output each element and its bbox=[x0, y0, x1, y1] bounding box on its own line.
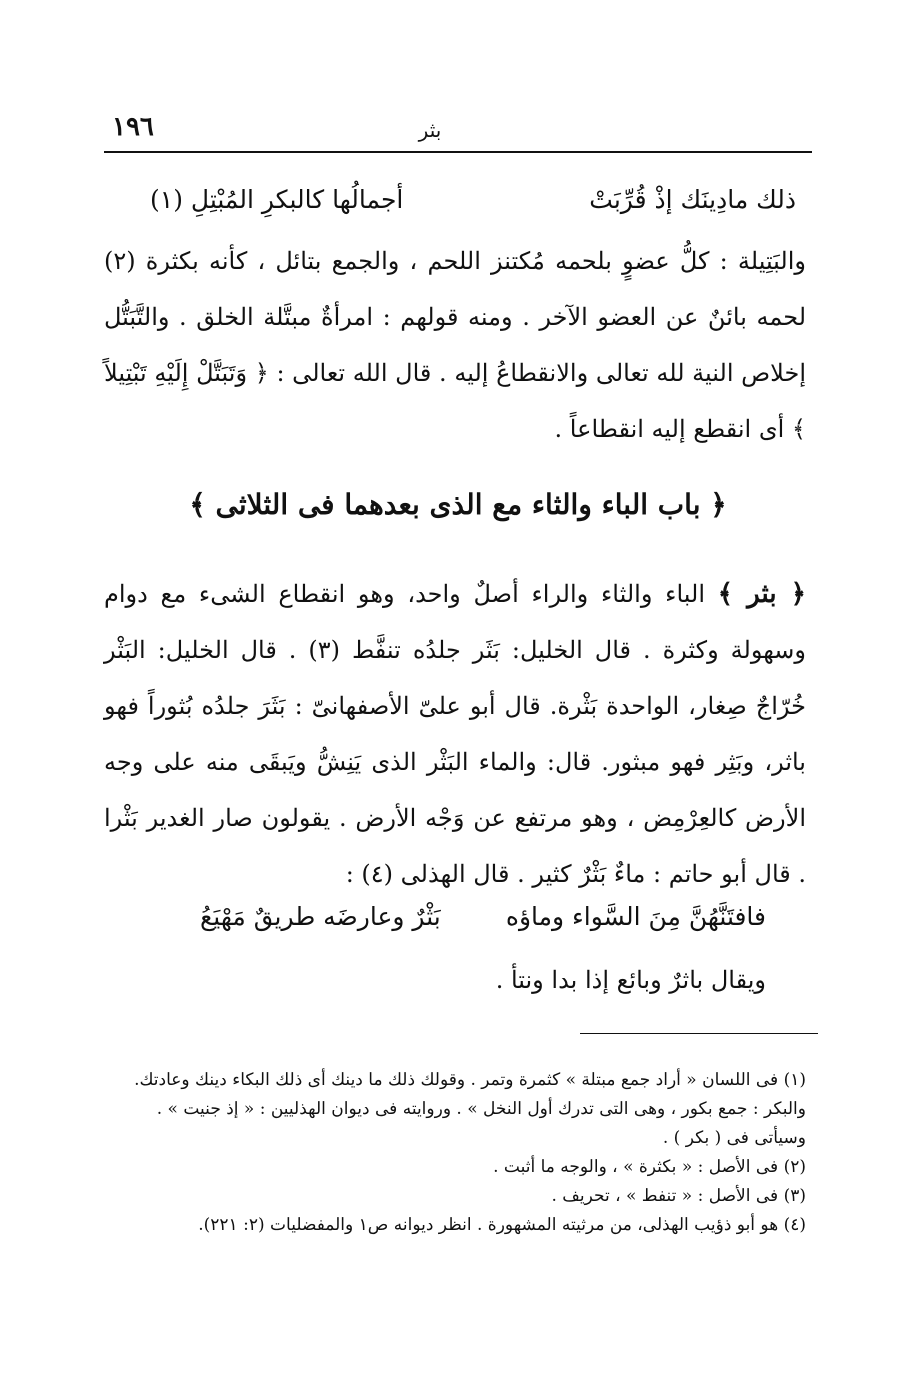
chapter-heading: ﴿ باب الباء والثاء مع الذى بعدهما فى الثلاثى ﴾ bbox=[189, 488, 727, 521]
after-verse-line: ويقال باثرٌ وبائع إذا بدا ونتأ . bbox=[495, 966, 766, 994]
verse-2-right-hemistich: فافتَنَّهُنَّ مِنَ السَّواء وماؤه bbox=[505, 902, 766, 931]
verse-2 bbox=[200, 902, 766, 931]
footnotes bbox=[104, 1066, 806, 1240]
verse-1-right-hemistich: ذلك مادِينَك إذْ قُرِّبَتْ bbox=[589, 185, 796, 214]
footnote-3: (٣) فى الأصل : « تنفط » ، تحريف . bbox=[551, 1186, 806, 1206]
verse-1 bbox=[150, 185, 796, 214]
entry-bathr bbox=[104, 566, 806, 902]
footnote-2: (٢) فى الأصل : « بكثرة » ، والوجه ما أثبت . bbox=[493, 1157, 806, 1177]
verse-1-left-hemistich: أجمالُها كالبكرِ المُبْتِلِ (١) bbox=[150, 185, 404, 214]
running-title: بثر bbox=[418, 118, 442, 142]
verse-2-left-hemistich: بَثْرٌ وعارضَه طريقٌ مَهْيَعُ bbox=[200, 902, 441, 931]
page-number: ١٩٦ bbox=[112, 112, 154, 142]
footnote-1: (١) فى اللسان « أراد جمع مبتلة » كثمرة وتمر . وقولك ذلك ما دينك أى ذلك البكاء دينك وعادتك. والبكر : جمع بكور ، وهى التى تدرك أول النخل » . وروايته فى ديوان الهذليين : « إذ جنيت » . وسيأتى فى ( بكر ) . bbox=[134, 1070, 806, 1148]
paragraph-tabattul: والبَتِيلة : كلُّ عضوٍ بلحمه مُكتنز اللحم ، والجمع بتائل ، كأنه بكثرة (٢) لحمه بائنٌ عن العضو الآخر . ومنه قولهم : امرأةٌ مبتَّلة الخلق . والتَّبَتُّل إخلاص النية لله تعالى والانقطاعُ إليه . قال الله تعالى : ﴿ وَتَبَتَّلْ إِلَيْهِ تَبْتِيلاً ﴾ أى انقطع إليه انقطاعاً . bbox=[104, 247, 806, 443]
header-rule bbox=[104, 151, 812, 153]
footnote-4: (٤) هو أبو ذؤيب الهذلى، من مرثيته المشهورة . انظر ديوانه ص١ والمفضليات (٢: ٢٢١). bbox=[198, 1215, 806, 1235]
entry-text: الباء والثاء والراء أصلٌ واحد، وهو انقطاع الشىء مع دوام وسهولة وكثرة . قال الخليل: بَثَر جلدُه تنفَّط (٣) . قال الخليل: البَثْر خُرّاجٌ صِغار، الواحدة بَثْرة. قال أبو علىّ الأصفهانىّ : بَثَرَ جلدُه بُثوراً فهو باثر، وبَثِر فهو مبثور. قال: والماء البَثْر الذى يَنِشُّ ويَبقَى منه على وجه الأرض كالعِرْمِض ، وهو مرتفع عن وَجْه الأرض . يقولون صار الغدير بَثْرا . قال أبو حاتم : ماءٌ بَثْرٌ كثير . قال الهذلى (٤) : bbox=[104, 580, 807, 888]
entry-headword: ﴿ بثر ﴾ bbox=[717, 579, 806, 609]
footnote-rule bbox=[580, 1033, 818, 1034]
